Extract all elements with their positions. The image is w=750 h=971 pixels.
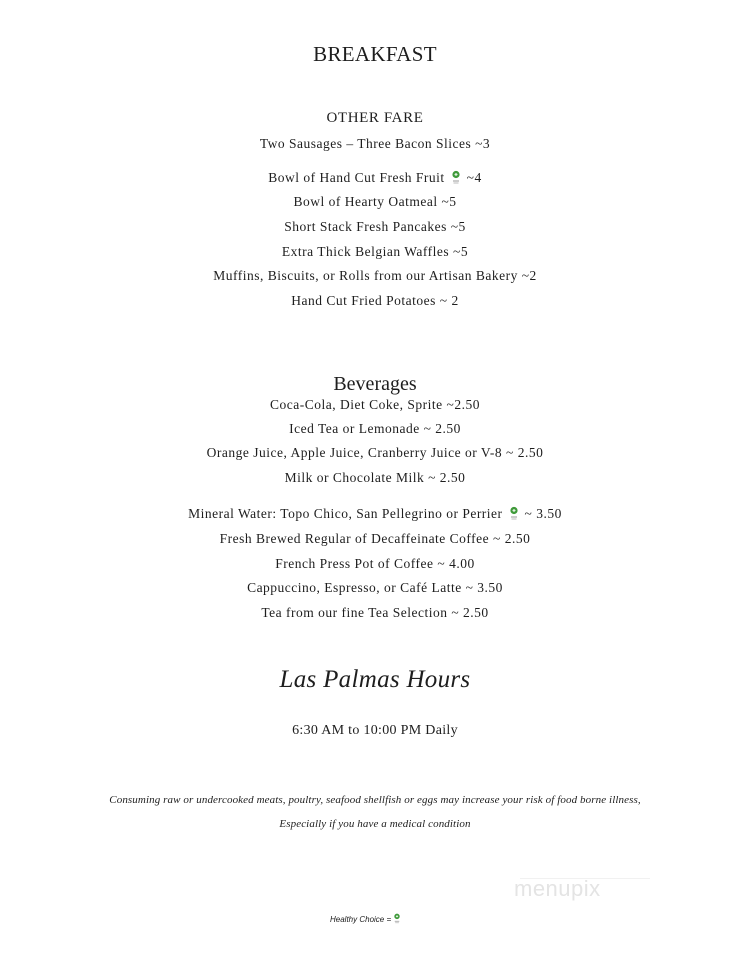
menu-item-label: Bowl of Hand Cut Fresh Fruit [268, 170, 445, 185]
beverage-item-mineral [0, 506, 750, 522]
hours-text: 6:30 AM to 10:00 PM Daily [292, 723, 458, 738]
beverage-item: Milk or Chocolate Milk ~ 2.50 [284, 470, 466, 485]
beverage-item: Tea from our fine Tea Selection ~ 2.50 [261, 605, 489, 620]
menu-item: Short Stack Fresh Pancakes ~5 [284, 219, 466, 234]
beverage-item: Fresh Brewed Regular of Decaffeinate Coffee ~ 2.50 [219, 531, 531, 546]
disclaimer-line-1: Consuming raw or undercooked meats, poultry, seafood shellfish or eggs may increase your risk of food borne illness, [109, 794, 641, 806]
healthy-choice-legend [330, 913, 403, 925]
legend-label: Healthy Choice = [330, 915, 392, 924]
menu-title: BREAKFAST [313, 42, 437, 66]
beverage-item-price: ~ 3.50 [524, 506, 562, 521]
disclaimer-line-2: Especially if you have a medical condition [279, 818, 471, 830]
healthy-choice-icon [393, 913, 401, 925]
healthy-choice-icon [509, 506, 519, 522]
menu-item-fruit [0, 170, 750, 186]
other-fare-heading: OTHER FARE [326, 110, 424, 126]
menu-item: Two Sausages – Three Bacon Slices ~3 [259, 136, 491, 151]
healthy-choice-icon [451, 170, 461, 186]
beverages-heading: Beverages [333, 373, 417, 395]
beverage-item: Coca-Cola, Diet Coke, Sprite ~2.50 [270, 397, 480, 412]
menu-item: Muffins, Biscuits, or Rolls from our Artisan Bakery ~2 [213, 268, 537, 283]
hours-heading: Las Palmas Hours [279, 666, 471, 693]
menu-item: Bowl of Hearty Oatmeal ~5 [293, 194, 457, 209]
beverage-item: Cappuccino, Espresso, or Café Latte ~ 3.50 [247, 580, 503, 595]
beverage-item: Iced Tea or Lemonade ~ 2.50 [289, 421, 461, 436]
beverage-item-label: Mineral Water: Topo Chico, San Pellegrino or Perrier [188, 506, 503, 521]
menu-item: Hand Cut Fried Potatoes ~ 2 [291, 293, 459, 308]
beverage-item: Orange Juice, Apple Juice, Cranberry Juice or V-8 ~ 2.50 [206, 445, 544, 460]
beverage-item: French Press Pot of Coffee ~ 4.00 [275, 556, 475, 571]
watermark-logo: menupix [514, 876, 601, 901]
menu-item-price: ~4 [466, 170, 482, 185]
menu-item: Extra Thick Belgian Waffles ~5 [281, 244, 469, 259]
